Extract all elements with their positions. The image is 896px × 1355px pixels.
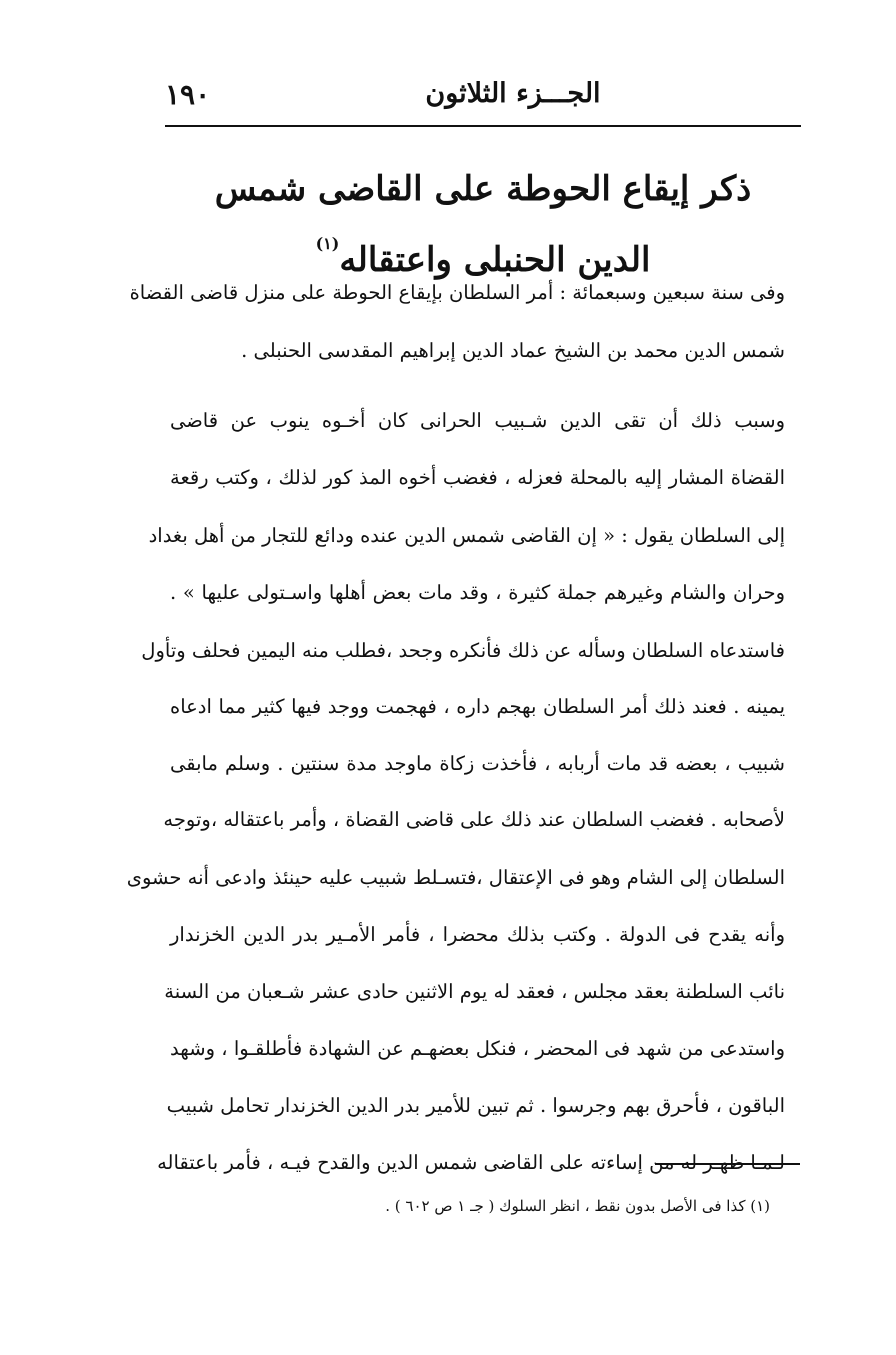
footnote: (١) كذا فى الأصل بدون نقط ، انظر السلوك ( جـ ١ ص ٦٠٢ ) .: [385, 1197, 770, 1215]
text-line: يمينه . فعند ذلك أمر السلطان بهجم داره ، فهجمت ووجد فيها كثير مما ادعاه: [170, 695, 785, 718]
text-line: شمس الدين محمد بن الشيخ عماد الدين إبراهيم المقدسى الحنبلى .: [241, 339, 785, 362]
running-head: [165, 78, 801, 118]
footnote-reference: (١): [315, 234, 340, 253]
text-line: إلى السلطان يقول : « إن القاضى شمس الدين عنده ودائع للتجار من أهل بغداد: [148, 524, 785, 547]
running-title: الجـــزء الثلاثون: [425, 78, 601, 109]
text-line: وسبب ذلك أن تقى الدين شـبيب الحرانى كان أخـوه ينوب عن قاضى: [170, 409, 785, 432]
text-line: نائب السلطنة بعقد مجلس ، فعقد له يوم الاثنين حادى عشر شـعبان من السنة: [164, 980, 785, 1003]
text-line: لـمـا ظهـر له من إساءته على القاضى شمس الدين والقدح فيـه ، فأمر باعتقاله: [157, 1151, 785, 1174]
text-line: وأنه يقدح فى الدولة . وكتب بذلك محضرا ، فأمر الأمـير بدر الدين الخزندار: [170, 923, 785, 946]
text-line: القضاة المشار إليه بالمحلة فعزله ، فغضب أخوه المذ كور لذلك ، وكتب رقعة: [170, 466, 785, 489]
text-line: الباقون ، فأحرق بهم وجرسوا . ثم تبين للأمير بدر الدين الخزندار تحامل شبيب: [166, 1094, 785, 1117]
section-title-line-2-text: الدين الحنبلى واعتقاله: [339, 240, 651, 280]
text-line: وحران والشام وغيرهم جملة كثيرة ، وقد مات بعض أهلها واسـتولى عليها » .: [170, 581, 785, 604]
text-line: لأصحابه . فغضب السلطان عند ذلك على قاضى القضاة ، وأمر باعتقاله ،وتوجه: [163, 808, 785, 831]
text-line: وفى سنة سبعين وسبعمائة : أمر السلطان بإيقاع الحوطة على منزل قاضى القضاة: [129, 281, 785, 304]
footnote-rule: [655, 1163, 800, 1165]
header-rule: [165, 125, 801, 127]
text-line: فاستدعاه السلطان وسأله عن ذلك فأنكره وجحد ،فطلب منه اليمين فحلف وتأول: [141, 639, 785, 662]
page-number: ١٩٠: [165, 78, 211, 111]
text-line: السلطان إلى الشام وهو فى الإعتقال ،فتسـلط شبيب عليه حينئذ وادعى أنه حشوى: [126, 866, 785, 889]
section-title-line-2: [165, 234, 801, 280]
text-line: شبيب ، بعضه قد مات أربابه ، فأخذت زكاة ماوجد مدة سنتين . وسلم مابقى: [170, 752, 785, 775]
section-title-line-1: ذكر إيقاع الحوطة على القاضى شمس: [214, 169, 752, 209]
text-line: واستدعى من شهد فى المحضر ، فنكل بعضهـم عن الشهادة فأطلقـوا ، وشهد: [170, 1037, 785, 1060]
